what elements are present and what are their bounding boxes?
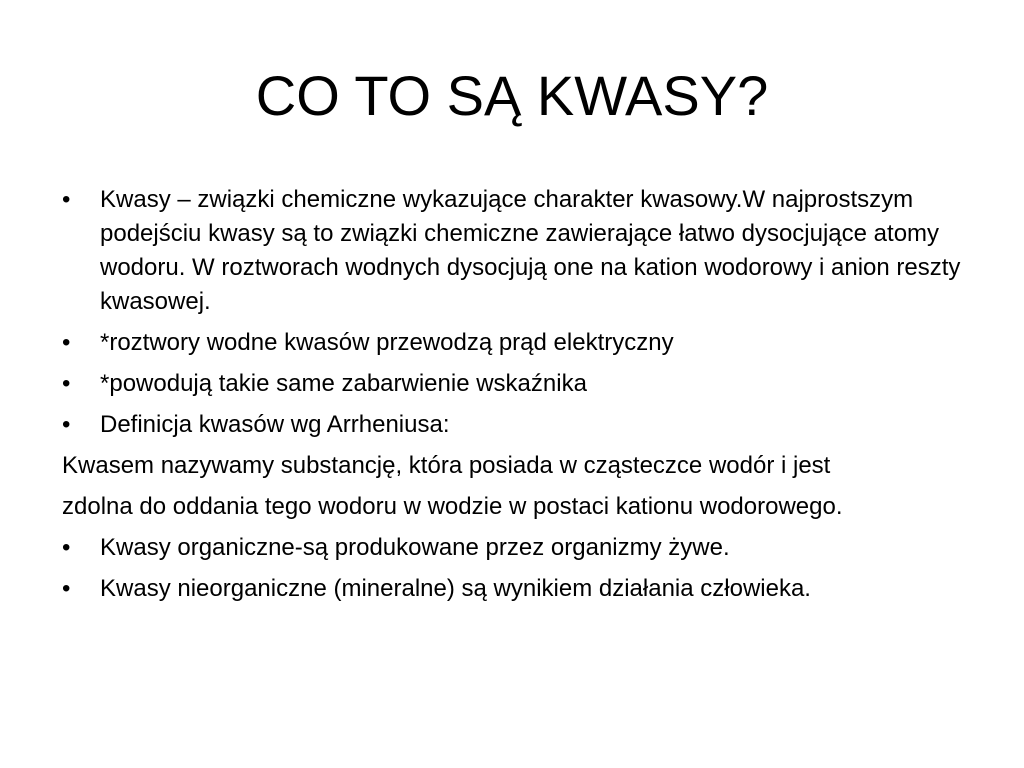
bullet-item: • *roztwory wodne kwasów przewodzą prąd elektryczny [62, 326, 962, 360]
bullet-item: • Definicja kwasów wg Arrheniusa: [62, 408, 962, 442]
slide-content [62, 183, 962, 613]
slide-title: CO TO SĄ KWASY? [255, 64, 769, 127]
bullet-item: • Kwasy nieorganiczne (mineralne) są wynikiem działania człowieka. [62, 572, 962, 606]
definition-line: zdolna do oddania tego wodoru w wodzie w postaci kationu wodorowego. [62, 493, 843, 520]
definition-line: Kwasem nazywamy substancję, która posiada w cząsteczce wodór i jest [62, 452, 831, 479]
bullet-item: • *powodują takie same zabarwienie wskaźnika [62, 367, 962, 401]
bullet-item: • Kwasy organiczne-są produkowane przez organizmy żywe. [62, 531, 962, 565]
bullet-item: • Kwasy – związki chemiczne wykazujące charakter kwasowy.W najprostszym podejściu kwasy są to związki chemiczne zawierające łatwo dysocjujące atomy wodoru. W roztworach wodnych dysocjują one na kation wodorowy i anion reszty kwasowej. [62, 183, 962, 319]
